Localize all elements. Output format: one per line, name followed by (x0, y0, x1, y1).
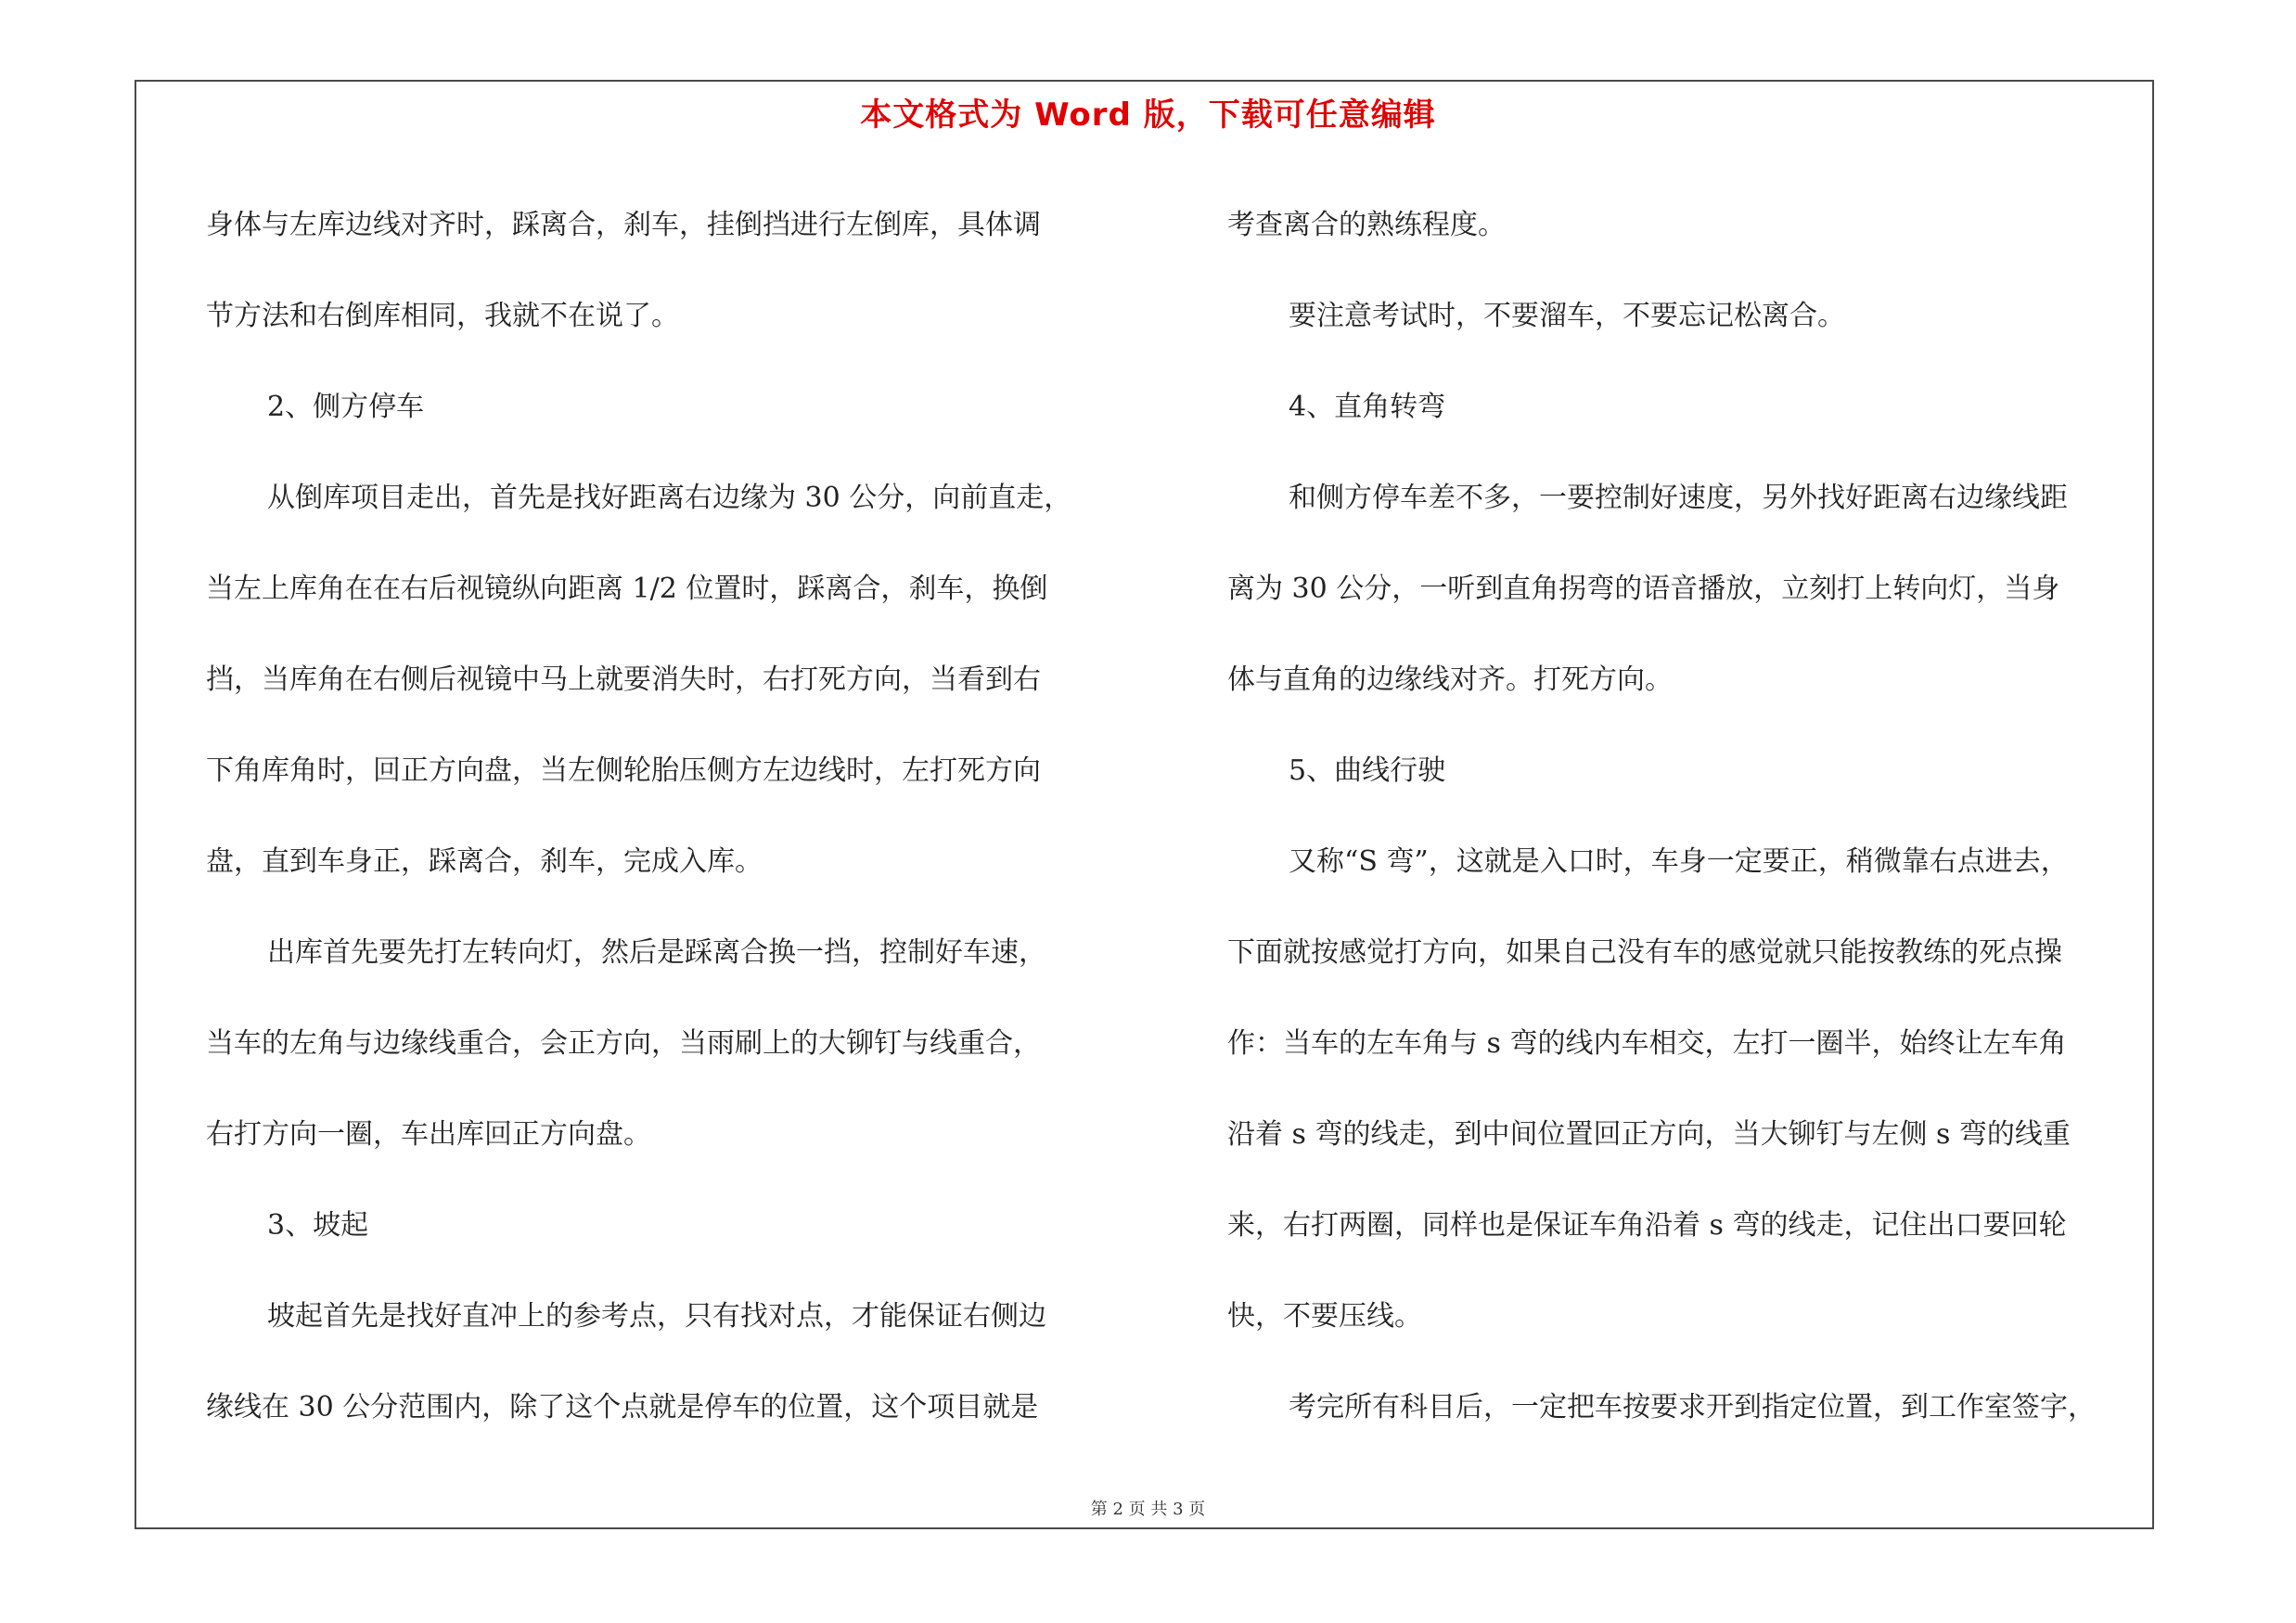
text-line: 当车的左角与边缘线重合，会正方向，当雨刷上的大铆钉与线重合， (206, 1027, 1041, 1060)
text-line: 下面就按感觉打方向，如果自己没有车的感觉就只能按教练的死点操 (1227, 936, 2062, 969)
text-line: 节方法和右倒库相同，我就不在说了。 (206, 300, 679, 332)
text-line: 3、坡起 (267, 1209, 369, 1242)
text-line: 又称“S 弯”，这就是入口时，车身一定要正，稍微靠右点进去， (1289, 845, 2069, 878)
text-line: 坡起首先是找好直冲上的参考点，只有找对点，才能保证右侧边 (267, 1300, 1046, 1333)
text-line: 从倒库项目走出，首先是找好距离右边缘为 30 公分，向前直走， (267, 482, 1072, 514)
text-line: 快，不要压线。 (1227, 1300, 1422, 1333)
text-line: 和侧方停车差不多，一要控制好速度，另外找好距离右边缘线距 (1289, 482, 2068, 514)
right-text-column (1227, 180, 2155, 1453)
text-line: 2、侧方停车 (267, 391, 425, 423)
format-notice-banner: 本文格式为 Word 版，下载可任意编辑 (860, 97, 1436, 134)
text-line: 考完所有科目后，一定把车按要求开到指定位置，到工作室签字， (1289, 1391, 2096, 1423)
text-line: 盘，直到车身正，踩离合，刹车，完成入库。 (206, 845, 763, 878)
text-line: 身体与左库边线对齐时，踩离合，刹车，挂倒挡进行左倒库，具体调 (206, 209, 1041, 241)
text-line: 右打方向一圈，车出库回正方向盘。 (206, 1118, 651, 1151)
text-line: 要注意考试时，不要溜车，不要忘记松离合。 (1289, 300, 1845, 332)
text-line: 4、直角转弯 (1289, 391, 1446, 423)
text-line: 下角库角时，回正方向盘，当左侧轮胎压侧方左边线时，左打死方向 (206, 754, 1041, 787)
page-number-footer: 第 2 页 共 3 页 (1090, 1500, 1206, 1519)
text-line: 沿着 s 弯的线走，到中间位置回正方向，当大铆钉与左侧 s 弯的线重 (1227, 1118, 2071, 1151)
text-line: 体与直角的边缘线对齐。打死方向。 (1227, 663, 1673, 696)
text-line: 出库首先要先打左转向灯，然后是踩离合换一挡，控制好车速， (267, 936, 1046, 969)
text-line: 离为 30 公分，一听到直角拐弯的语音播放，立刻打上转向灯，当身 (1227, 573, 2060, 605)
text-line: 5、曲线行驶 (1289, 754, 1446, 787)
text-line: 来，右打两圈，同样也是保证车角沿着 s 弯的线走，记住出口要回轮 (1227, 1209, 2067, 1242)
text-line: 考查离合的熟练程度。 (1227, 209, 1506, 241)
left-text-column (206, 180, 1134, 1453)
text-line: 挡，当库角在右侧后视镜中马上就要消失时，右打死方向，当看到右 (206, 663, 1041, 696)
text-line: 缘线在 30 公分范围内，除了这个点就是停车的位置，这个项目就是 (206, 1391, 1039, 1423)
text-line: 作：当车的左车角与 s 弯的线内车相交，左打一圈半，始终让左车角 (1227, 1027, 2067, 1060)
text-line: 当左上库角在在右后视镜纵向距离 1/2 位置时，踩离合，刹车，换倒 (206, 573, 1048, 605)
